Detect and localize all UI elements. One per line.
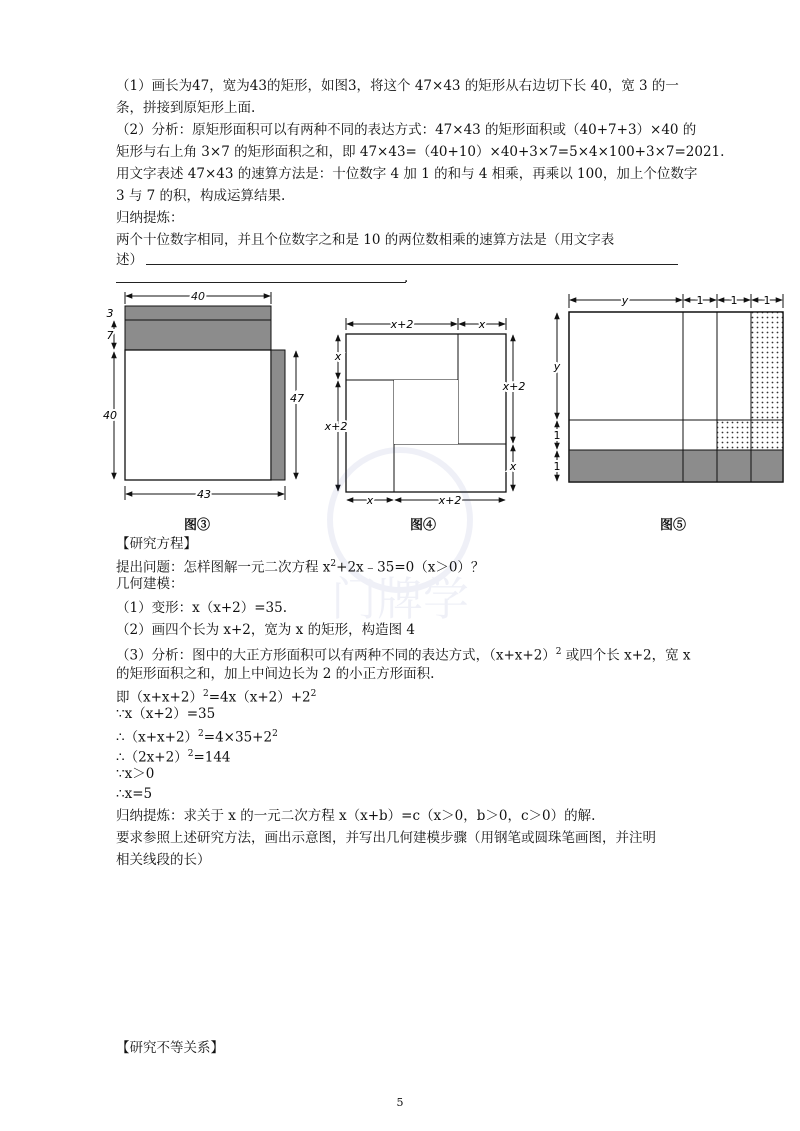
text-line: 归纳提炼：求关于 x 的一元二次方程 x（x+b）=c（x＞0，b＞0，c＞0）的解. — [116, 808, 596, 824]
fig5-dotted-square — [717, 420, 783, 450]
text-fragment: =144 — [193, 749, 231, 766]
fig4-label-right-b: x — [509, 460, 517, 473]
fig5-label-top-b: 1 — [696, 294, 704, 307]
text-fragment: ∴（x+x+2） — [116, 729, 199, 746]
fig3-label-right: 47 — [290, 392, 304, 405]
superscript: 2 — [187, 749, 194, 759]
superscript: 2 — [272, 729, 278, 739]
text-line: ∵x（x+2）=35 — [116, 706, 216, 722]
superscript: 2 — [198, 729, 204, 739]
fig3-main-rect — [125, 350, 271, 480]
superscript: 2 — [310, 689, 317, 699]
fig4-label-top-a: x+2 — [390, 318, 414, 331]
text-line: ∵x＞0 — [116, 766, 155, 782]
text-fragment: =4×35+2 — [203, 729, 273, 746]
text-line: （1）画长为47，宽为43的矩形，如图3，将这个 47×43 的矩形从右边切下长 40，宽 3 的一 — [116, 78, 679, 94]
text-fragment: ∴（2x+2） — [116, 749, 188, 766]
fig5-label-top-c: 1 — [730, 294, 738, 307]
fig5-dotted-strip — [751, 312, 783, 420]
text-line: 矩形与右上角 3×7 的矩形面积之和，即 47×43=（40+10）×40+3×7=5×4×100+3×7=2021. — [116, 144, 725, 160]
section-heading: 【研究方程】 — [116, 536, 197, 552]
fig4-label-bottom-b: x+2 — [438, 494, 462, 507]
superscript: 2 — [555, 647, 562, 657]
fig4-label-top-b: x — [478, 318, 486, 331]
text-fragment: 即（x+x+2） — [116, 689, 203, 706]
text-fragment: +2x﹣35=0（x＞0）？ — [336, 559, 485, 576]
text-line: （1）变形：x（x+2）=35. — [116, 600, 287, 616]
text-line: ∴x=5 — [116, 786, 153, 802]
text-line: 3 与 7 的积，构成运算结果. — [116, 188, 286, 204]
fig3-label-bottom: 43 — [197, 488, 211, 501]
text-line: 两个十位数字相同，并且个位数字之和是 10 的两位数相乘的速算方法是（用文字表 — [116, 232, 615, 248]
page-number: 5 — [396, 1096, 404, 1109]
figure-5-caption: 图⑤ — [660, 518, 687, 533]
fig5-label-top-a: y — [621, 294, 629, 307]
fig3-label-left-b: 7 — [106, 329, 114, 342]
answer-blank-line[interactable] — [146, 264, 678, 265]
fig5-label-top-d: 1 — [763, 294, 771, 307]
fig4-label-left-b: x+2 — [324, 420, 348, 433]
text-fragment: 提出问题：怎样图解一元二次方程 x — [116, 559, 331, 576]
text-line: 归纳提炼： — [116, 210, 184, 226]
text-line — [116, 642, 691, 666]
text-line: 条，拼接到原矩形上面. — [116, 100, 256, 116]
text-line: （2）分析：原矩形面积可以有两种不同的表达方式：47×43 的矩形面积或（40+7+3）×40 的 — [116, 122, 697, 138]
superscript: 2 — [202, 689, 209, 699]
superscript: 2 — [330, 559, 337, 569]
text-line: 要求参照上述研究方法，画出示意图，并写出几何建模步骤（用钢笔或圆珠笔画图，并注明 — [116, 830, 656, 846]
watermark-text: 门牌学 — [331, 572, 469, 626]
fig5-label-left-b: 1 — [553, 429, 561, 442]
text-line: 述） — [116, 252, 143, 268]
fig3-middle-strip — [125, 320, 271, 350]
text-line: 的矩形面积之和，加上中间边长为 2 的小正方形面积. — [116, 666, 435, 682]
fig3-label-left-a: 3 — [106, 307, 114, 320]
fig4-label-bottom-a: x — [366, 494, 374, 507]
text-line: 相关线段的长） — [116, 852, 211, 868]
figure-3-caption: 图③ — [184, 518, 211, 533]
watermark-logo — [280, 440, 520, 644]
fig3-top-strip — [125, 306, 271, 320]
fig4-label-right-a: x+2 — [502, 380, 526, 393]
text-fragment: 或四个长 x+2，宽 x — [561, 647, 691, 664]
figure-3 — [100, 288, 310, 510]
text-line: 用文字表述 47×43 的速算方法是：十位数字 4 加 1 的和与 4 相乘，再乘以 100，加上个位数字 — [116, 166, 698, 182]
figure-5 — [545, 290, 790, 490]
text-fragment: =4x（x+2）+2 — [208, 689, 311, 706]
fig5-label-left-a: y — [553, 360, 561, 373]
fig5-label-left-c: 1 — [553, 460, 561, 473]
answer-blank-line[interactable] — [116, 282, 406, 283]
text-line: 几何建模： — [116, 576, 184, 592]
fig3-label-top: 40 — [191, 290, 205, 303]
figure-4-caption: 图④ — [410, 518, 437, 533]
section-heading: 【研究不等关系】 — [116, 1040, 224, 1056]
fig3-label-left-c: 40 — [103, 409, 117, 422]
text-fragment: （3）分析：图中的大正方形面积可以有两种不同的表达方式，（x+x+2） — [116, 647, 556, 664]
fig4-center-square — [394, 380, 458, 444]
fig4-label-left-a: x — [334, 350, 342, 363]
text-line: （2）画四个长为 x+2，宽为 x 的矩形，构造图 4 — [116, 622, 415, 638]
text-line: . — [404, 270, 409, 286]
